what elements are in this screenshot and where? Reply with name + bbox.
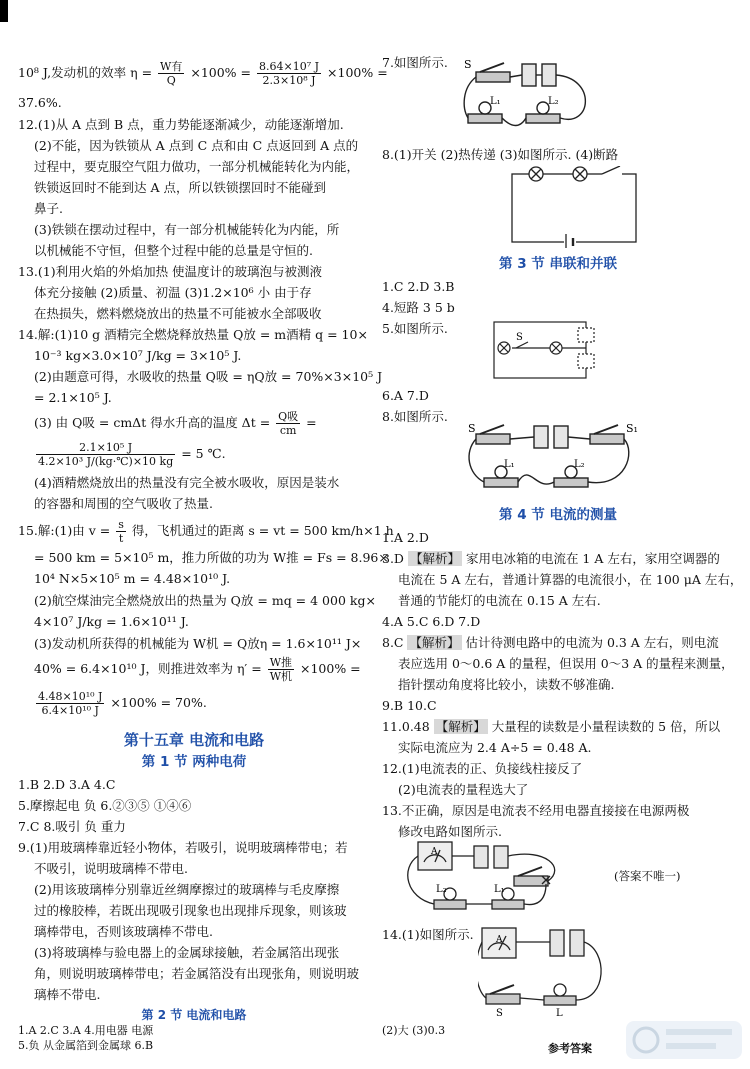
- answer-line: 璃棒不带电.: [34, 987, 101, 1002]
- section-heading: 第 2 节 电流和电路: [141, 1008, 247, 1022]
- lamp-holder: [544, 996, 576, 1005]
- wire: [520, 998, 544, 1000]
- circuit-loop: [512, 174, 636, 242]
- chapter-heading: 第十五章 电流和电路: [123, 731, 265, 749]
- answer-line: 1.C 2.D 3.B: [382, 279, 455, 294]
- answer-line: 普通的节能灯的电流在 0.15 A 左右.: [398, 593, 601, 608]
- answer-line: (2)大 (3)0.3: [382, 1024, 446, 1037]
- label-l2: L₂: [574, 459, 585, 470]
- answer-line: 8.如图所示.: [382, 409, 448, 424]
- wire: [510, 437, 534, 439]
- answer-line: 12.(1)电流表的正、负接线柱接反了: [382, 761, 583, 776]
- answer-line: 14.解:(1)10 g 酒精完全燃烧释放热量 Q放 = m酒精 q = 10×: [18, 327, 368, 342]
- battery: [550, 930, 564, 956]
- answer-line: (3)将玻璃棒与验电器上的金属球接触，若金属箔出现张: [34, 945, 340, 960]
- fraction: $\frac{\text{4.48×10¹⁰ J}}{\text{6.4×10¹⁰ J}}$: [38, 690, 103, 717]
- label-l1: L₁: [490, 96, 501, 107]
- wire: [502, 118, 526, 126]
- section-heading: 第 3 节 串联和并联: [499, 256, 617, 272]
- answer-line: 7.如图所示.: [382, 55, 448, 70]
- switch-lever: [594, 425, 618, 434]
- answer-line: (4)酒精燃烧放出的热量没有完全被水吸收，原因是装水: [34, 475, 340, 490]
- answer-line: 10⁻³ kg×3.0×10⁷ J/kg = 3×10⁵ J.: [34, 348, 242, 363]
- answer-line: 4.短路 3 5 b: [382, 300, 455, 315]
- watermark-stroke: [666, 1029, 732, 1035]
- battery-box: [578, 354, 594, 368]
- answer-line: 6.A 7.D: [382, 388, 429, 403]
- answer-line: $\frac{\text{2.1×10⁵ J}}{\text{4.2×10³ J/(kg·℃)×10 kg}}$ = 5 ℃.: [38, 441, 226, 468]
- answer-line: 13.不正确，原因是电流表不经用电器直接接在电源两极: [382, 803, 690, 818]
- answer-line: (3) 由 Q吸 = cmΔt 得水升高的温度 Δt = $\frac{\text{Q吸}}{cm}$ =: [34, 410, 317, 437]
- label-l2: L₂: [436, 884, 447, 895]
- circuit-figure-14: [478, 920, 678, 1016]
- answer-line: 4.A 5.C 6.D 7.D: [382, 614, 481, 629]
- battery: [534, 426, 548, 448]
- label-a: A: [496, 935, 503, 945]
- answer-line: 12.(1)从 A 点到 B 点，重力势能逐渐减少，动能逐渐增加.: [18, 117, 344, 132]
- section-heading: 第 1 节 两种电荷: [141, 754, 247, 770]
- switch-base: [476, 434, 510, 444]
- fraction: $\frac{\text{Q吸}}{cm}$: [278, 410, 299, 437]
- wire: [518, 475, 554, 484]
- answer-line: 9.B 10.C: [382, 698, 437, 713]
- battery: [522, 64, 536, 86]
- answer-line: (2)电流表的量程选大了: [398, 782, 529, 797]
- switch-lever: [518, 867, 542, 876]
- circuit-schematic-8: [502, 166, 652, 248]
- wire: [556, 75, 585, 119]
- wire: [510, 75, 522, 77]
- lamp-holder-l2: [554, 478, 588, 487]
- label-l1: L₁: [504, 459, 515, 470]
- answer-line: 体充分接触 (2)质量、初温 (3)1.2×10⁶ 小 由于存: [34, 285, 312, 300]
- answer-line: 15.解:(1)由 v = $\frac{s}{t}$ 得，飞机通过的距离 s = vt = 500 km/h×1 h: [18, 518, 394, 545]
- answer-line: 4×10⁷ J/kg = 1.6×10¹¹ J.: [34, 614, 189, 629]
- answer-line: 3.D 【解析】 家用电冰箱的电流在 1 A 左右，家用空调器的: [382, 551, 720, 566]
- switch-lever: [480, 63, 504, 72]
- answer-line: 修改电路如图所示.: [398, 824, 502, 839]
- label-s: S: [468, 422, 476, 435]
- answer-line: 铁锁返回时不能到达 A 点，所以铁锁摆回时不能碰到: [34, 180, 326, 195]
- wire: [568, 437, 590, 439]
- answer-line: (2)用该玻璃棒分别靠近丝绸摩擦过的玻璃棒与毛皮摩擦: [34, 882, 340, 897]
- answer-line: 在热损失，燃料燃烧放出的热量不可能被水全部吸收: [34, 306, 322, 321]
- answer-line: $\frac{\text{4.48×10¹⁰ J}}{\text{6.4×10¹⁰ J}}$ ×100% = 70%.: [38, 690, 207, 717]
- fraction: $\frac{s}{t}$: [118, 518, 124, 545]
- answer-line: 1.B 2.D 3.A 4.C: [18, 777, 116, 792]
- circuit-schematic-5: [490, 318, 600, 384]
- answer-line: 过程中，要克服空气阻力做功，一部分机械能转化为内能，: [34, 159, 360, 174]
- answer-line: 表应选用 0～0.6 A 的量程，但误用 0～3 A 的量程来测量，: [398, 656, 734, 671]
- answer-line: 8.C 【解析】 估计待测电路中的电流为 0.3 A 左右，则电流: [382, 635, 719, 650]
- label-l1: L₁: [494, 884, 505, 895]
- lamp-holder-l2: [526, 114, 560, 123]
- answer-line: (3)铁锁在摆动过程中，有一部分机械能转化为内能，所: [34, 222, 340, 237]
- battery-box: [578, 328, 594, 342]
- footer-label: 参考答案: [548, 1042, 592, 1055]
- wire: [464, 77, 476, 118]
- label-s1: S₁: [626, 422, 638, 435]
- answer-line: 1.A 2.D: [382, 530, 429, 545]
- answer-line: 5.负 从金属箔到金属球 6.B: [18, 1039, 154, 1052]
- battery: [542, 64, 556, 86]
- answer-line: 璃棒带电，否则该玻璃棒不带电.: [34, 924, 213, 939]
- label-s: S: [516, 332, 523, 343]
- lamp-holder-l1: [484, 478, 518, 487]
- answer-line: 5.摩擦起电 负 6.②③⑤ ①④⑥: [18, 798, 192, 813]
- page-edge-mark: [0, 0, 8, 22]
- answer-line: 角，则说明玻璃棒带电；若金属箔没有出现张角，则说明玻: [34, 966, 360, 981]
- answer-line: 电流在 5 A 左右，普通计算器的电流很小，在 100 μA 左右，: [398, 572, 743, 587]
- switch-lever: [480, 425, 504, 434]
- answer-line: = 500 km = 5×10⁵ m，推力所做的功为 W推 = Fs = 8.96×: [34, 550, 389, 565]
- section-heading: 第 4 节 电流的测量: [499, 507, 617, 523]
- answer-line: 指针摆动角度将比较小，读数不够准确.: [398, 677, 615, 692]
- answer-line: 11.0.48 【解析】 大量程的读数是小量程读数的 5 倍，所以: [382, 719, 721, 734]
- bulb: [554, 984, 566, 996]
- lamp-holder-l2: [434, 900, 466, 909]
- watermark-badge: [626, 1021, 742, 1059]
- answer-line: (2)由题意可得，水吸收的热量 Q吸 = ηQ放 = 70%×3×10⁵ J: [34, 369, 383, 384]
- answer-line: (3)发动机所获得的机械能为 W机 = Q放η = 1.6×10¹¹ J×: [34, 636, 362, 651]
- answer-line: 鼻子.: [34, 201, 63, 216]
- answer-line: 37.6%.: [18, 95, 62, 110]
- fraction: $\frac{\text{8.64×10⁷ J}}{\text{2.3×10⁸ J}}$: [259, 60, 320, 87]
- battery: [474, 846, 488, 868]
- circuit-figure-8-parallel: [466, 422, 656, 498]
- label-l: L: [556, 1008, 563, 1016]
- circuit-figure-7: [462, 58, 642, 136]
- answer-line: (2)航空煤油完全燃烧放出的热量为 Q放 = mq = 4 000 kg×: [34, 593, 376, 608]
- wire: [524, 884, 546, 905]
- battery: [494, 846, 508, 868]
- answer-line: 13.(1)利用火焰的外焰加热 使温度计的玻璃泡与被测液: [18, 264, 323, 279]
- answer-line: 1.A 2.C 3.A 4.用电器 电源: [18, 1024, 154, 1037]
- switch-lever: [490, 985, 514, 994]
- wire: [588, 439, 629, 483]
- answer-line: = 2.1×10⁵ J.: [34, 390, 112, 405]
- switch-base: [590, 434, 624, 444]
- answer-line: 的容器和周围的空气吸收了热量.: [34, 496, 213, 511]
- answer-line: 5.如图所示.: [382, 321, 448, 336]
- answer-line: 不吸引，说明玻璃棒不带电.: [34, 861, 188, 876]
- lamp-holder-l1: [468, 114, 502, 123]
- answer-line: 过的橡胶棒，若既出现吸引现象也出现排斥现象，则该玻: [34, 903, 347, 918]
- answer-line: 7.C 8.吸引 负 重力: [18, 819, 126, 834]
- lamp-holder-l1: [492, 900, 524, 909]
- fraction: $\frac{\text{W有}}{Q}$: [160, 60, 183, 87]
- answer-line: 以机械能不守恒，但整个过程中能的总量是守恒的.: [34, 243, 313, 258]
- answer-line: 10⁴ N×5×10⁵ m = 4.48×10¹⁰ J.: [34, 571, 231, 586]
- answer-line: 14.(1)如图所示.: [382, 927, 474, 942]
- watermark-stroke: [666, 1043, 716, 1049]
- answer-line: 实际电流应为 2.4 A÷5 = 0.48 A.: [398, 740, 592, 755]
- answer-line: 40% = 6.4×10¹⁰ J，则推进效率为 η′ = $\frac{\text{W推}}{\text{W机}}$ ×100% =: [34, 656, 361, 683]
- battery: [570, 930, 584, 956]
- circuit-figure-13: [396, 838, 596, 918]
- answer-line: (2)不能，因为铁锁从 A 点到 C 点和由 C 点返回到 A 点的: [34, 138, 359, 153]
- battery: [554, 426, 568, 448]
- fraction: $\frac{\text{W推}}{\text{W机}}$: [269, 656, 293, 683]
- wire: [469, 439, 484, 482]
- answer-line: 8.(1)开关 (2)热传递 (3)如图所示. (4)断路: [382, 147, 619, 162]
- watermark-logo: [624, 1015, 744, 1063]
- fraction: $\frac{\text{2.1×10⁵ J}}{\text{4.2×10³ J/(kg·℃)×10 kg}}$: [38, 441, 174, 468]
- figure-note: (答案不唯一): [614, 869, 681, 883]
- switch-base: [476, 72, 510, 82]
- answer-line: 9.(1)用玻璃棒靠近轻小物体，若吸引，说明玻璃棒带电；若: [18, 840, 348, 855]
- label-s: S: [496, 1008, 503, 1016]
- label-a: A: [431, 847, 438, 857]
- label-s: S: [464, 58, 472, 71]
- answer-line: 10⁸ J,发动机的效率 η = $\frac{\text{W有}}{Q}$ ×100% = $\frac{\text{8.64×10⁷ J}}{\text{2.3×10⁸ J}}$ ×100% =: [18, 60, 388, 87]
- label-l2: L₂: [548, 96, 559, 107]
- switch-base: [486, 994, 520, 1004]
